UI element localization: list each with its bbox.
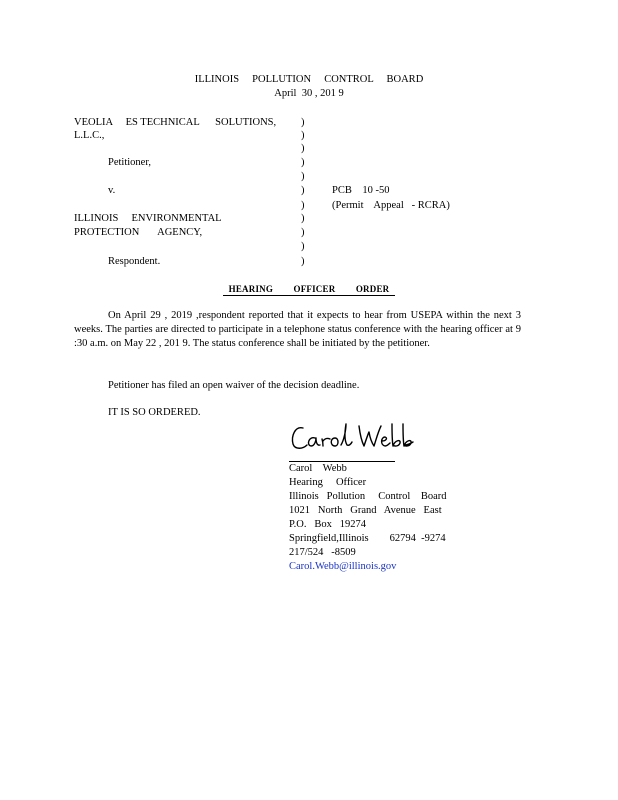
order-title xyxy=(0,283,618,295)
versus: v. xyxy=(108,185,116,196)
order-date: April 30 , 201 9 xyxy=(274,88,344,99)
petitioner-name-line1: VEOLIA ES TECHNICAL SOLUTIONS, xyxy=(74,117,277,128)
caption-row xyxy=(74,156,544,170)
caption-paren: ) xyxy=(301,241,305,252)
caption-row xyxy=(74,184,544,198)
caption-row xyxy=(74,142,544,156)
phone-number: 217/524 -8509 xyxy=(289,547,356,558)
caption-row xyxy=(74,255,544,269)
respondent-name-line2: PROTECTION AGENCY, xyxy=(74,227,203,238)
caption-paren: ) xyxy=(301,143,305,154)
board-name: ILLINOIS POLLUTION CONTROL BOARD xyxy=(194,74,424,85)
caption-row xyxy=(74,116,544,130)
respondent-role: Respondent. xyxy=(108,256,161,267)
order-title-text: HEARING OFFICER ORDER xyxy=(223,284,396,296)
petitioner-name-line2: L.L.C., xyxy=(74,130,105,141)
caption-paren: ) xyxy=(301,200,305,211)
order-paragraph-3-text: IT IS SO ORDERED. xyxy=(108,407,201,418)
caption-paren: ) xyxy=(301,130,305,141)
caption-row xyxy=(74,129,544,143)
caption-paren: ) xyxy=(301,185,305,196)
order-paragraph-2 xyxy=(74,379,521,393)
order-paragraph-2-text: Petitioner has filed an open waiver of the decision deadline. xyxy=(108,380,360,391)
caption-row xyxy=(74,240,544,254)
caption-row xyxy=(74,226,544,240)
caption-paren: ) xyxy=(301,117,305,128)
case-type: (Permit Appeal - RCRA) xyxy=(332,200,450,211)
email-link[interactable]: Carol.Webb@illinois.gov xyxy=(289,561,397,572)
caption-paren: ) xyxy=(301,227,305,238)
address-line-2: P.O. Box 19274 xyxy=(289,519,367,530)
case-number: PCB 10 -50 xyxy=(332,185,390,196)
caption-paren: ) xyxy=(301,157,305,168)
respondent-name-line1: ILLINOIS ENVIRONMENTAL xyxy=(74,213,222,224)
caption-paren: ) xyxy=(301,256,305,267)
caption-paren: ) xyxy=(301,171,305,182)
caption-row xyxy=(74,212,544,226)
caption-paren: ) xyxy=(301,213,305,224)
address-line-1: 1021 North Grand Avenue East xyxy=(289,505,442,516)
order-paragraph-1-text: On April 29 , 2019 ,respondent reported that it expects to hear from USEPA within the next 3 weeks. The parties are directed to participate in a telephone status conference with the hearing officer at 9 :30 a.m. on May 22 , 201 9. The status conference shall be initiated by the petitioner. xyxy=(74,310,521,349)
caption-row xyxy=(74,199,544,213)
handwritten-signature xyxy=(289,418,419,458)
order-paragraph-1 xyxy=(74,309,521,351)
caption-row xyxy=(74,170,544,184)
signature-block xyxy=(289,462,489,574)
signer-name: Carol Webb xyxy=(289,463,347,474)
petitioner-role: Petitioner, xyxy=(108,157,152,168)
address-line-3: Springfield,Illinois 62794 -9274 xyxy=(289,533,446,544)
signer-title: Hearing Officer xyxy=(289,477,367,488)
signer-organization: Illinois Pollution Control Board xyxy=(289,491,447,502)
